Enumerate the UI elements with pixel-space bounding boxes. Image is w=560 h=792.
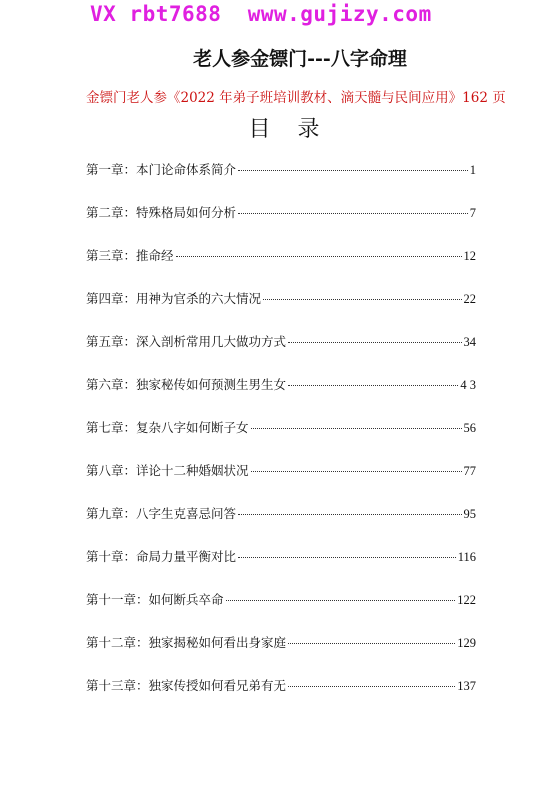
toc-entry-label: 第九章：八字生克喜忌问答 <box>86 506 237 521</box>
toc-leader-dots <box>176 255 462 257</box>
toc-entry-page: 22 <box>463 292 476 306</box>
toc-leader-dots <box>238 513 461 515</box>
toc-entry[interactable] <box>86 246 476 289</box>
toc-heading: 目 录 <box>248 117 330 142</box>
toc-entry-label: 第十三章：独家传授如何看兄弟有无 <box>86 678 287 693</box>
toc-leader-dots <box>251 470 462 472</box>
toc-entry-label: 第二章：特殊格局如何分析 <box>86 205 237 220</box>
toc-entry-label: 第十二章：独家揭秘如何看出身家庭 <box>86 635 287 650</box>
watermark: VX rbt7688 www.gujizy.com <box>90 2 432 26</box>
toc-entry-page: 77 <box>463 464 476 478</box>
toc-entry[interactable] <box>86 461 476 504</box>
toc-leader-dots <box>288 642 455 644</box>
toc-leader-dots <box>288 685 455 687</box>
toc-leader-dots <box>238 556 456 558</box>
toc-entry-label: 第三章：推命经 <box>86 248 174 263</box>
toc-leader-dots <box>288 384 458 386</box>
toc-entry-page: 4 3 <box>460 378 476 392</box>
toc-entry-page: 129 <box>457 636 476 650</box>
toc-entry-label: 第六章：独家秘传如何预测生男生女 <box>86 377 287 392</box>
toc-entry[interactable] <box>86 375 476 418</box>
toc-leader-dots <box>238 169 468 171</box>
toc-entry-page: 12 <box>463 249 476 263</box>
toc-entry-label: 第五章：深入剖析常用几大做功方式 <box>86 334 287 349</box>
toc-entry[interactable] <box>86 590 476 633</box>
toc-entry-page: 122 <box>457 593 476 607</box>
table-of-contents <box>86 160 476 719</box>
toc-entry-page: 1 <box>469 163 476 177</box>
document-title: 老人参金镖门---八字命理 <box>193 48 407 70</box>
toc-leader-dots <box>226 599 456 601</box>
toc-leader-dots <box>251 427 462 429</box>
toc-entry-label: 第七章：复杂八字如何断子女 <box>86 420 249 435</box>
toc-entry-label: 第四章：用神为官杀的六大情况 <box>86 291 262 306</box>
toc-entry-label: 第八章：详论十二种婚姻状况 <box>86 463 249 478</box>
document-subtitle: 金镖门老人参《2022 年弟子班培训教材、滴天髓与民间应用》162 页 <box>86 90 506 106</box>
toc-entry[interactable] <box>86 633 476 676</box>
toc-entry-label: 第十一章：如何断兵卒命 <box>86 592 224 607</box>
toc-entry[interactable] <box>86 676 476 719</box>
toc-entry-page: 34 <box>463 335 476 349</box>
toc-entry[interactable] <box>86 504 476 547</box>
toc-entry[interactable] <box>86 160 476 203</box>
toc-entry[interactable] <box>86 289 476 332</box>
toc-leader-dots <box>263 298 461 300</box>
toc-entry[interactable] <box>86 418 476 461</box>
toc-entry-page: 7 <box>469 206 476 220</box>
toc-entry[interactable] <box>86 547 476 590</box>
toc-entry-label: 第十章：命局力量平衡对比 <box>86 549 237 564</box>
toc-entry-page: 116 <box>457 550 476 564</box>
toc-entry-page: 95 <box>463 507 476 521</box>
toc-entry-page: 137 <box>457 679 476 693</box>
toc-entry[interactable] <box>86 203 476 246</box>
toc-leader-dots <box>238 212 468 214</box>
toc-entry-page: 56 <box>463 421 476 435</box>
toc-leader-dots <box>288 341 461 343</box>
toc-entry[interactable] <box>86 332 476 375</box>
toc-entry-label: 第一章：本门论命体系简介 <box>86 162 237 177</box>
